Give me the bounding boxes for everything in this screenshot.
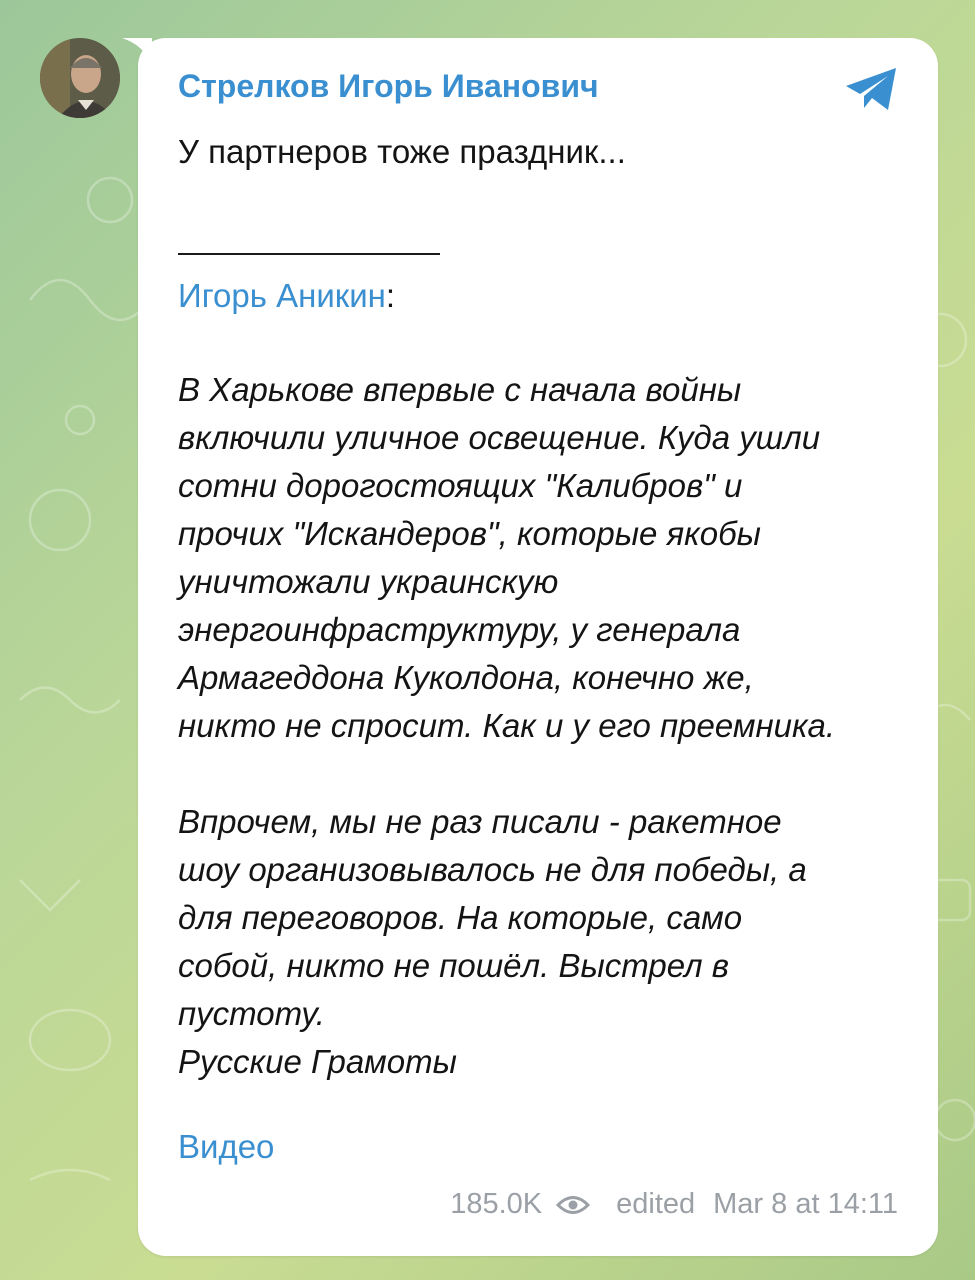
quote-line: шоу организовывалось не для победы, а [178, 851, 807, 888]
quote-line: никто не спросит. Как и у его преемника. [178, 707, 836, 744]
author-colon: : [385, 277, 396, 314]
quote-line: для переговоров. На которые, само [178, 899, 743, 936]
channel-avatar[interactable] [40, 38, 120, 118]
quote-line: Армагеддона Куколдона, конечно же, [178, 659, 754, 696]
quote-line: В Харькове впервые с начала войны [178, 371, 742, 408]
message-line: У партнеров тоже праздник... [178, 133, 626, 170]
eye-icon [556, 1194, 590, 1216]
quote-line: пустоту. [178, 995, 325, 1032]
quote-line: прочих "Искандеров", которые якобы [178, 515, 761, 552]
channel-name[interactable]: Стрелков Игорь Иванович [178, 68, 599, 104]
separator-line [178, 253, 440, 255]
telegram-share-icon [842, 64, 902, 114]
quote-line: включили уличное освещение. Куда ушли [178, 419, 821, 456]
quote-line: сотни дорогостоящих "Калибров" и [178, 467, 743, 504]
edited-label: edited [616, 1188, 696, 1220]
quote-line: Впрочем, мы не раз писали - ракетное [178, 803, 782, 840]
quote-line: уничтожали украинскую [178, 563, 559, 600]
quote-signature: Русские Грамоты [178, 1043, 457, 1080]
message-meta [450, 1188, 898, 1221]
quote-line: собой, никто не пошёл. Выстрел в [178, 947, 729, 984]
avatar-portrait [40, 38, 120, 118]
message-timestamp: Mar 8 at 14:11 [713, 1188, 898, 1220]
message-bubble [138, 38, 938, 1256]
paragraph-gap [178, 750, 902, 798]
author-line [178, 272, 395, 320]
quoted-text [178, 366, 902, 1086]
quote-line: энергоинфраструктуру, у генерала [178, 611, 741, 648]
author-link[interactable]: Игорь Аникин [178, 277, 386, 314]
view-count: 185.0K [450, 1188, 543, 1220]
share-button[interactable] [842, 64, 902, 114]
video-link[interactable]: Видео [178, 1128, 275, 1165]
